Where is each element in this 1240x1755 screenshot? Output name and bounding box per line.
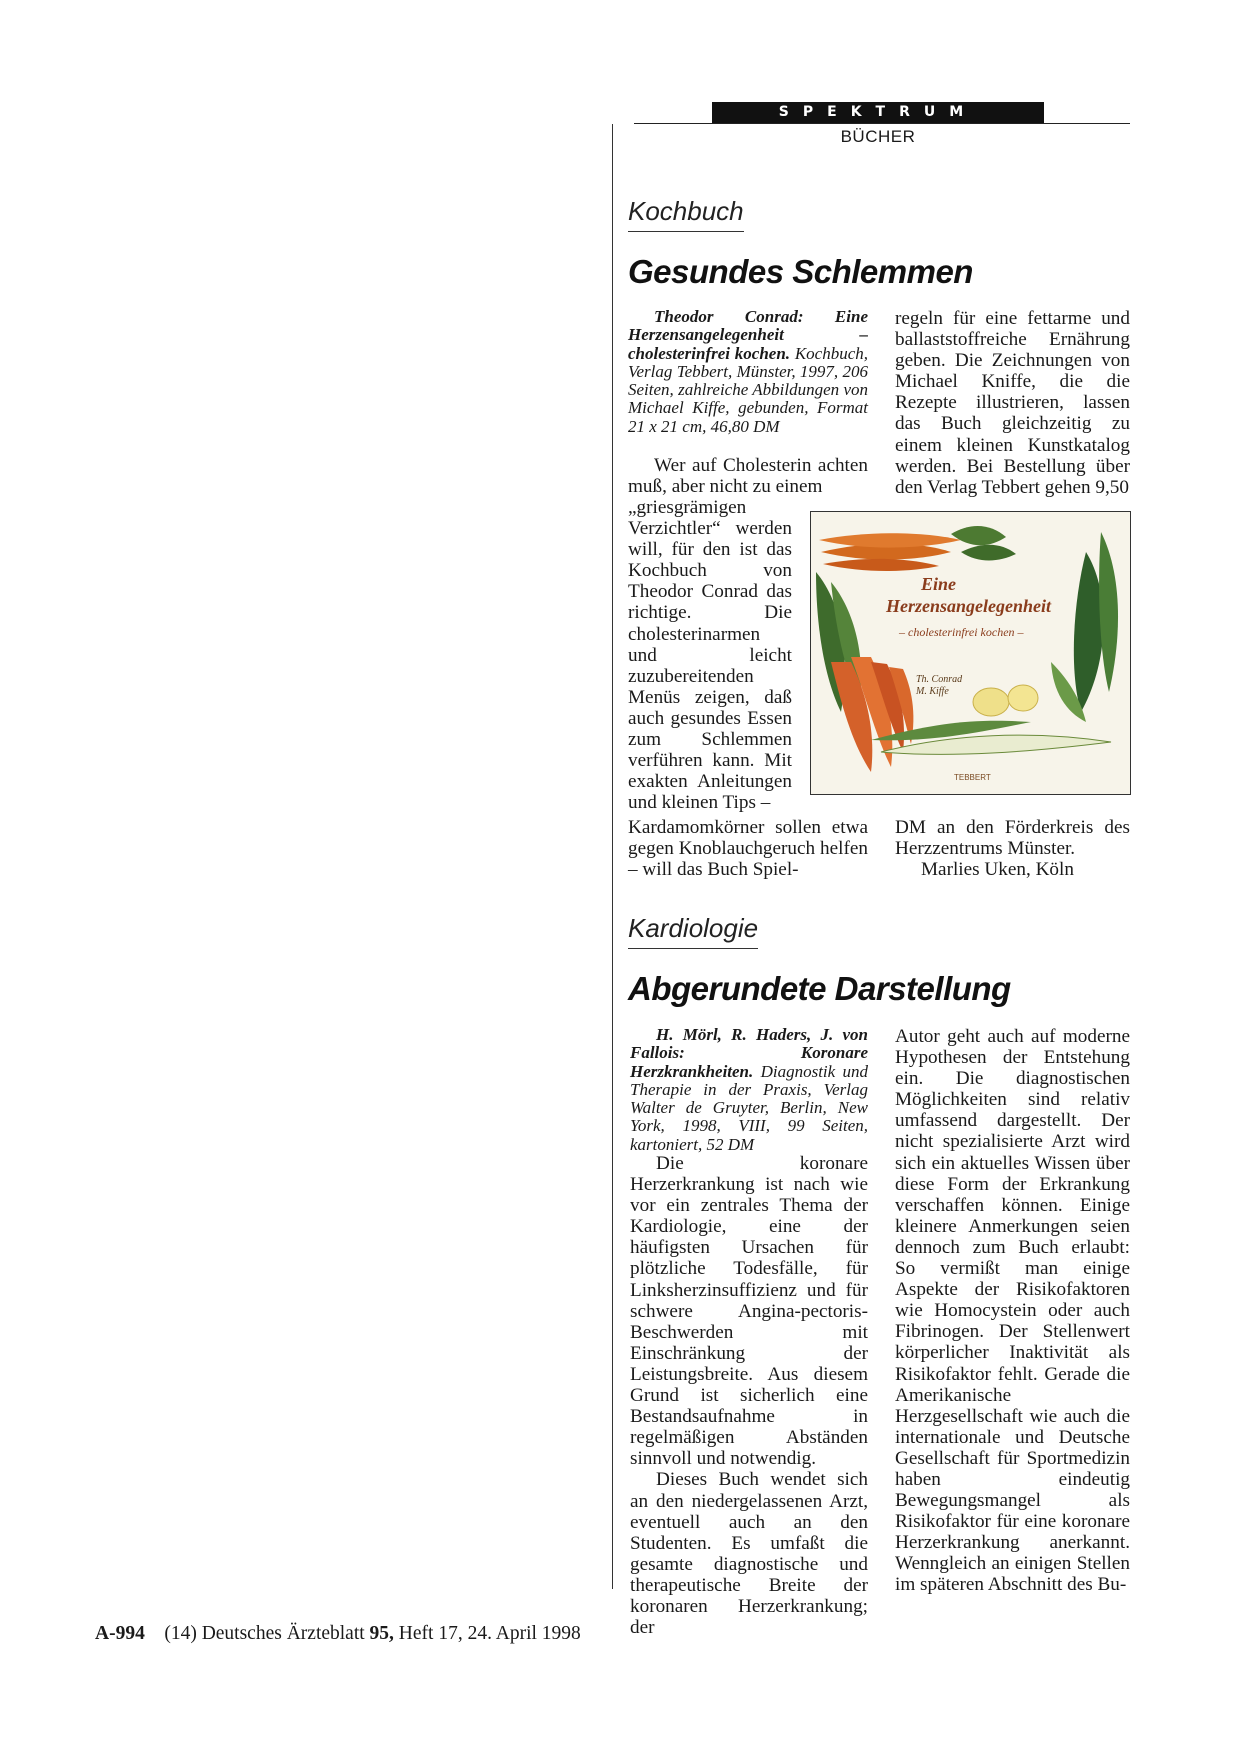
issue-prefix: (14) Deutsches Ärzteblatt bbox=[164, 1623, 365, 1644]
rubric-bar: SPEKTRUM bbox=[712, 102, 1044, 123]
review1-bibliography bbox=[628, 308, 868, 436]
biblio-details: Diagnostik und Therapie in der Praxis, Verlag Walter de Gruyter, Berlin, New York, 1998, VIII, 99 Seiten, kartoniert, 52 DM bbox=[630, 1061, 869, 1154]
review2-headline: Abgerundete Darstellung bbox=[628, 970, 1011, 1007]
lemon-icon bbox=[1008, 685, 1038, 711]
biblio-details: Kochbuch, Verlag Tebbert, Münster, 1997, 206 Seiten, zahlreiche Abbildungen von Michael Kiffe, gebunden, Format 21 x 21 cm, 46,80 DM bbox=[628, 343, 868, 436]
paragraph: Autor geht auch auf moderne Hypothesen der Entstehung ein. Die diagnostischen Möglichkeiten sind relativ umfassend dargestellt. Der nicht spezialisierte Arzt wird sich ein aktuelles Wissen über diese Form der Erkrankung verschaffen können. Einige kleinere Anmerkungen seien dennoch zum Buch erlaubt: So vermißt man einige Aspekte der Risikofaktoren wie Homocystein oder auch Fibrinogen. Der Stellenwert körperlicher Inaktivität als Risikofaktor fehlt. Gerade die Amerikanische Herzgesellschaft wie auch die internationale und Deutsche Gesellschaft für Sportmedizin haben eindeutig Bewegungsmangel als Risikofaktor für eine koronare Herzerkrankung anerkannt. Wenngleich an einigen Stellen im späteren Abschnitt des Bu- bbox=[895, 1026, 1130, 1596]
cover-title-line2: Herzensangelegenheit bbox=[886, 596, 1051, 616]
volume: 95, bbox=[369, 1623, 394, 1644]
paragraph: Dieses Buch wendet sich an den niedergelassenen Arzt, eventuell auch an den Studenten. Es umfaßt die gesamte diagnostische und therapeutische Breite der koronaren Herzerkrankung; der bbox=[630, 1469, 868, 1639]
author-signature: Marlies Uken, Köln bbox=[921, 859, 1074, 880]
review1-body-right-top bbox=[895, 308, 1130, 498]
paragraph: Die koronare Herzerkrankung ist nach wie vor ein zentrales Thema der Kardiologie, eine der häufigsten Ursachen für plötzliche Todesfälle, für Linksherzinsuffizienz und für schwere Angina-pectoris-Beschwerden mit Einschränkung der Leistungsbreite. Aus diesem Grund ist sicherlich eine Bestandsaufnahme in regelmäßigen Abständen sinnvoll und notwendig. bbox=[630, 1153, 868, 1470]
paragraph: DM an den Förderkreis des Herzzentrums Münster. bbox=[895, 817, 1130, 860]
book-cover-illustration bbox=[811, 512, 1130, 794]
cover-subtitle: – cholesterinfrei kochen – bbox=[899, 625, 1024, 639]
review1-body-left-top bbox=[628, 455, 868, 497]
paragraph: regeln für eine fettarme und ballaststoffreiche Ernährung geben. Die Zeichnungen von Michael Kniffe, die die Rezepte illustrieren, lassen das Buch gleichzeitig zu einem kleinen Kunstkatalog werden. Bei Bestellung über den Verlag Tebbert gehen 9,50 bbox=[895, 308, 1130, 498]
cover-title-line1: Eine bbox=[921, 574, 957, 594]
paragraph: „griesgrämigen Verzichtler“ werden will, für den ist das Kochbuch von Theodor Conrad das richtige. Die cholesterinarmen und leicht zuzubereitenden Menüs zeigen, daß auch gesundes Essen zum Schlemmen verführen kann. Mit exakten Anleitungen und kleinen Tips – bbox=[628, 497, 792, 814]
review2-bibliography bbox=[630, 1026, 868, 1154]
section-label: BÜCHER bbox=[840, 127, 916, 146]
biblio-author-title: Theodor Conrad: Eine Herzensangelegenheit – cholesterinfrei kochen. bbox=[628, 307, 868, 363]
cover-author2: M. Kiffe bbox=[916, 686, 949, 697]
cover-author1: Th. Conrad bbox=[916, 674, 963, 685]
review1-body-right-bottom bbox=[895, 817, 1130, 859]
cover-publisher: TEBBERT bbox=[954, 773, 991, 782]
review2-category bbox=[628, 913, 758, 949]
review1-headline: Gesundes Schlemmen bbox=[628, 253, 973, 290]
biblio-author-title: H. Mörl, R. Haders, J. von Fallois: Koronare Herzkrankheiten. bbox=[630, 1025, 868, 1081]
header-rule bbox=[634, 123, 1130, 124]
review2-body-left bbox=[630, 1153, 868, 1638]
page-footer bbox=[95, 1623, 581, 1645]
review1-author bbox=[895, 859, 1130, 880]
page-number: A-994 bbox=[95, 1623, 145, 1644]
paragraph: Wer auf Cholesterin achten muß, aber nicht zu einem bbox=[628, 455, 868, 498]
book-cover-image bbox=[810, 511, 1131, 795]
column-rule bbox=[612, 124, 613, 1589]
review1-category bbox=[628, 196, 744, 232]
review1-body-left-bottom bbox=[628, 817, 868, 880]
issue-suffix: Heft 17, 24. April 1998 bbox=[398, 1623, 581, 1644]
review2-body-right bbox=[895, 1026, 1130, 1596]
category-label: Kardiologie bbox=[628, 913, 758, 949]
review1-body-left-narrow bbox=[628, 497, 792, 813]
lemon-icon bbox=[973, 688, 1009, 716]
paragraph: Kardamomkörner sollen etwa gegen Knoblauchgeruch helfen – will das Buch Spiel- bbox=[628, 817, 868, 881]
category-label: Kochbuch bbox=[628, 196, 744, 232]
